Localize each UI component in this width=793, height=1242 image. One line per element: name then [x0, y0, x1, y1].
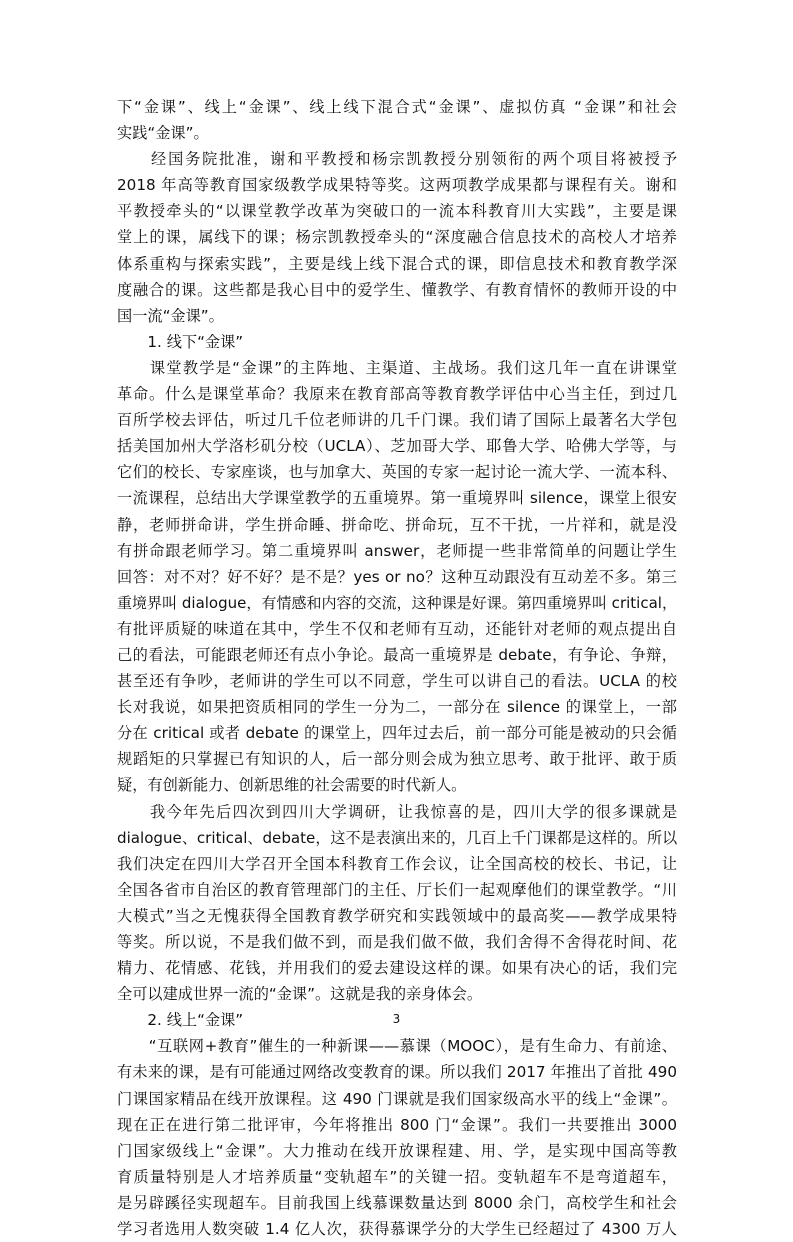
- text-line: 2. 线上“金课”: [117, 1011, 244, 1030]
- text-line: 甚至还有争吵，老师讲的学生可以不同意，学生可以讲自己的看法。UCLA 的校: [117, 672, 677, 691]
- text-line: 它们的校长、专家座谈，也与加拿大、英国的专家一起讨论一流大学、一流本科、: [117, 463, 677, 482]
- text-line: 体系重构与探索实践”，主要是线上线下混合式的课，即信息技术和教育教学深: [117, 254, 677, 273]
- text-line: 门国家级线上“金课”。大力推动在线开放课程建、用、学，是实现中国高等教: [117, 1141, 677, 1160]
- text-line: 我们决定在四川大学召开全国本科教育工作会议，让全国高校的校长、书记，让: [117, 854, 677, 873]
- text-line: 1. 线下“金课”: [117, 332, 244, 351]
- text-line: 大模式”当之无愧获得全国教育教学研究和实践领域中的最高奖——教学成果特: [117, 906, 677, 925]
- text-line: 育质量特别是人才培养质量“变轨超车”的关键一招。变轨超车不是弯道超车，: [117, 1167, 677, 1186]
- text-line: 规蹈矩的只掌握已有知识的人，后一部分则会成为独立思考、敢于批评、敢于质: [117, 750, 677, 769]
- text-line: 长对我说，如果把资质相同的学生一分为二，一部分在 silence 的课堂上，一部: [117, 698, 677, 717]
- text-line: 国一流“金课”。: [117, 306, 224, 325]
- text-line: 精力、花情感、花钱，并用我们的爱去建设这样的课。如果有决心的话，我们完: [117, 959, 677, 978]
- text-line: 是另辟蹊径实现超车。目前我国上线慕课数量达到 8000 余门，高校学生和社会: [117, 1193, 677, 1212]
- text-line: 学习者选用人数突破 1.4 亿人次，获得慕课学分的大学生已经超过了 4300 万人: [117, 1220, 677, 1239]
- text-line: 实践“金课”。: [117, 124, 209, 143]
- text-line: 2018 年高等教育国家级教学成果特等奖。这两项教学成果都与课程有关。谢和: [117, 176, 677, 195]
- text-line: 堂上的课，属线下的课；杨宗凯教授牵头的“深度融合信息技术的高校人才培养: [117, 228, 677, 247]
- text-line: 课堂教学是“金课”的主阵地、主渠道、主战场。我们这几年一直在讲课堂: [117, 358, 677, 377]
- text-line: 度融合的课。这些都是我心目中的爱学生、懂教学、有教育情怀的教师开设的中: [117, 280, 677, 299]
- text-line: 一流课程，总结出大学课堂教学的五重境界。第一重境界叫 silence，课堂上很安: [117, 489, 677, 508]
- page-number: 3: [392, 1012, 401, 1026]
- document-body: [117, 94, 677, 1242]
- text-line: 经国务院批准，谢和平教授和杨宗凯教授分别领衔的两个项目将被授予: [117, 150, 677, 169]
- text-line: 全可以建成世界一流的“金课”。这就是我的亲身体会。: [117, 985, 483, 1004]
- text-line: 平教授牵头的“以课堂教学改革为突破口的一流本科教育川大实践”，主要是课: [117, 202, 677, 221]
- text-line: 全国各省市自治区的教育管理部门的主任、厅长们一起观摩他们的课堂教学。“川: [117, 880, 677, 899]
- text-line: 有批评质疑的味道在其中，学生不仅和老师有互动，还能针对老师的观点提出自: [117, 619, 677, 638]
- text-line: 现在正在进行第二批评审，今年将推出 800 门“金课”。我们一共要推出 3000: [117, 1115, 677, 1134]
- text-line: 下“金课”、线上“金课”、线上线下混合式“金课”、虚拟仿真 “金课”和社会: [117, 98, 677, 116]
- text-line: 疑，有创新能力、创新思维的社会需要的时代新人。: [117, 776, 467, 795]
- text-line: 门课国家精品在线开放课程。这 490 门课就是我们国家级高水平的线上“金课”。: [117, 1089, 677, 1108]
- text-line: 重境界叫 dialogue，有情感和内容的交流，这种课是好课。第四重境界叫 critical，: [117, 593, 677, 612]
- text-line: 静，老师拼命讲，学生拼命睡、拼命吃、拼命玩，互不干扰，一片祥和，就是没: [117, 515, 677, 534]
- text-line: 等奖。所以说，不是我们做不到，而是我们做不做，我们舍得不舍得花时间、花: [117, 933, 677, 951]
- text-line: 百所学校去评估，听过几千位老师讲的几千门课。我们请了国际上最著名大学包: [117, 411, 677, 430]
- text-line: 分在 critical 或者 debate 的课堂上，四年过去后，前一部分可能是被动的只会循: [117, 724, 677, 743]
- text-line: 有拼命跟老师学习。第二重境界叫 answer，老师提一些非常简单的问题让学生: [117, 541, 677, 560]
- text-line: 括美国加州大学洛杉矶分校（UCLA）、芝加哥大学、耶鲁大学、哈佛大学等，与: [117, 437, 677, 456]
- text-line: 革命。什么是课堂革命？我原来在教育部高等教育教学评估中心当主任，到过几: [117, 385, 677, 404]
- text-line: dialogue、critical、debate，这不是表演出来的，几百上千门课都是这样的。所以: [117, 828, 678, 847]
- text-line: “互联网+教育”催生的一种新课——慕课（MOOC），是有生命力、有前途、: [117, 1037, 677, 1056]
- text-line: 己的看法，可能跟老师还有点小争论。最高一重境界是 debate，有争论、争辩，: [117, 645, 677, 664]
- text-line: 我今年先后四次到四川大学调研，让我惊喜的是，四川大学的很多课就是: [117, 802, 677, 821]
- text-line: 回答：对不对？好不好？是不是？yes or no？这种互动跟没有互动差不多。第三: [117, 567, 677, 586]
- text-line: 有未来的课，是有可能通过网络改变教育的课。所以我们 2017 年推出了首批 490: [117, 1063, 677, 1082]
